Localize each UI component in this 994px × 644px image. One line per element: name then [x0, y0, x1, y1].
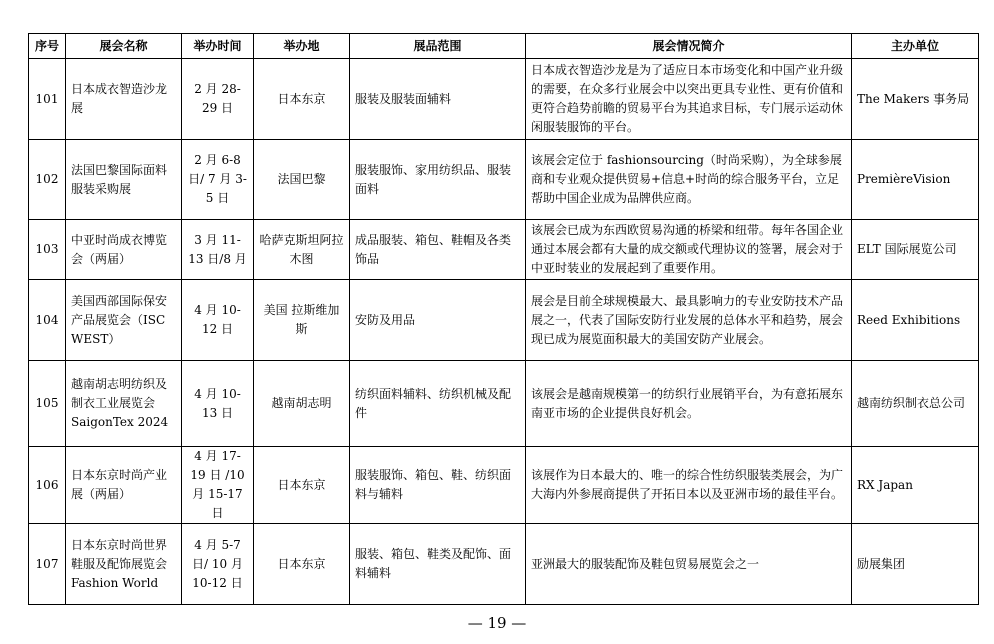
- cell-desc: 该展作为日本最大的、唯一的综合性纺织服装类展会，为广大海内外参展商提供了开拓日本以及亚洲市场的最佳平台。: [526, 447, 852, 524]
- table-row: [29, 361, 979, 447]
- cell-no: 104: [29, 280, 66, 361]
- cell-desc: 日本成衣智造沙龙是为了适应日本市场变化和中国产业升级的需要，在众多行业展会中以突出更具专业性、更有价值和更符合趋势前瞻的贸易平台为其追求目标，专门展示运动休闲服装服饰的平台。: [526, 59, 852, 140]
- table-row: [29, 220, 979, 280]
- cell-org: The Makers 事务局: [852, 59, 979, 140]
- cell-name: 越南胡志明纺织及制衣工业展览会 SaigonTex 2024: [66, 361, 182, 447]
- cell-scope: 服装服饰、家用纺织品、服装面料: [350, 140, 526, 220]
- cell-scope: 服装及服装面辅料: [350, 59, 526, 140]
- cell-no: 101: [29, 59, 66, 140]
- cell-scope: 服装、箱包、鞋类及配饰、面料辅料: [350, 524, 526, 605]
- header-desc: 展会情况简介: [526, 34, 852, 59]
- cell-desc: 亚洲最大的服装配饰及鞋包贸易展览会之一: [526, 524, 852, 605]
- cell-time: 2 月 28-29 日: [182, 59, 254, 140]
- table-row: [29, 280, 979, 361]
- cell-name: 日本东京时尚产业展（两届）: [66, 447, 182, 524]
- cell-no: 103: [29, 220, 66, 280]
- table-row: [29, 59, 979, 140]
- cell-venue: 越南胡志明: [254, 361, 350, 447]
- cell-name: 日本成衣智造沙龙展: [66, 59, 182, 140]
- cell-desc: 该展会定位于 fashionsourcing（时尚采购），为全球参展商和专业观众提供贸易+信息+时尚的综合服务平台，立足帮助中国企业成为品牌供应商。: [526, 140, 852, 220]
- table-header-row: [29, 34, 979, 59]
- exhibition-table: [28, 33, 979, 605]
- cell-org: Reed Exhibitions: [852, 280, 979, 361]
- cell-name: 美国西部国际保安产品展览会（ISC WEST）: [66, 280, 182, 361]
- cell-venue: 日本东京: [254, 447, 350, 524]
- header-no: 序号: [29, 34, 66, 59]
- cell-venue: 日本东京: [254, 524, 350, 605]
- header-org: 主办单位: [852, 34, 979, 59]
- cell-time: 4 月 10-13 日: [182, 361, 254, 447]
- cell-org: 励展集团: [852, 524, 979, 605]
- header-venue: 举办地: [254, 34, 350, 59]
- header-name: 展会名称: [66, 34, 182, 59]
- cell-desc: 展会是目前全球规模最大、最具影响力的专业安防技术产品展之一，代表了国际安防行业发展的总体水平和趋势，展会现已成为展览面积最大的美国安防产业展会。: [526, 280, 852, 361]
- cell-time: 2 月 6-8 日/ 7 月 3-5 日: [182, 140, 254, 220]
- header-time: 举办时间: [182, 34, 254, 59]
- header-scope: 展品范围: [350, 34, 526, 59]
- table-row: [29, 140, 979, 220]
- cell-scope: 服装服饰、箱包、鞋、纺织面料与辅料: [350, 447, 526, 524]
- cell-no: 102: [29, 140, 66, 220]
- cell-no: 106: [29, 447, 66, 524]
- cell-no: 105: [29, 361, 66, 447]
- cell-scope: 安防及用品: [350, 280, 526, 361]
- cell-time: 4 月 10-12 日: [182, 280, 254, 361]
- page-number: — 19 —: [467, 614, 527, 632]
- table-row: [29, 524, 979, 605]
- cell-scope: 纺织面料辅料、纺织机械及配件: [350, 361, 526, 447]
- cell-name: 法国巴黎国际面料服装采购展: [66, 140, 182, 220]
- cell-venue: 日本东京: [254, 59, 350, 140]
- cell-time: 3 月 11-13 日/8 月: [182, 220, 254, 280]
- cell-desc: 该展会已成为东西欧贸易沟通的桥梁和纽带。每年各国企业通过本展会都有大量的成交额或代理协议的签署，展会对于中亚时装业的发展起到了重要作用。: [526, 220, 852, 280]
- cell-org: ELT 国际展览公司: [852, 220, 979, 280]
- cell-scope: 成品服装、箱包、鞋帽及各类饰品: [350, 220, 526, 280]
- cell-org: PremièreVision: [852, 140, 979, 220]
- cell-desc: 该展会是越南规模第一的纺织行业展销平台，为有意拓展东南亚市场的企业提供良好机会。: [526, 361, 852, 447]
- cell-venue: 法国巴黎: [254, 140, 350, 220]
- table-row: [29, 447, 979, 524]
- cell-venue: 美国 拉斯维加斯: [254, 280, 350, 361]
- cell-name: 日本东京时尚世界鞋服及配饰展览会 Fashion World: [66, 524, 182, 605]
- cell-time: 4 月 17-19 日 /10 月 15-17 日: [182, 447, 254, 524]
- cell-org: 越南纺织制衣总公司: [852, 361, 979, 447]
- cell-name: 中亚时尚成衣博览会（两届）: [66, 220, 182, 280]
- cell-org: RX Japan: [852, 447, 979, 524]
- cell-no: 107: [29, 524, 66, 605]
- cell-time: 4 月 5-7 日/ 10 月 10-12 日: [182, 524, 254, 605]
- cell-venue: 哈萨克斯坦阿拉木图: [254, 220, 350, 280]
